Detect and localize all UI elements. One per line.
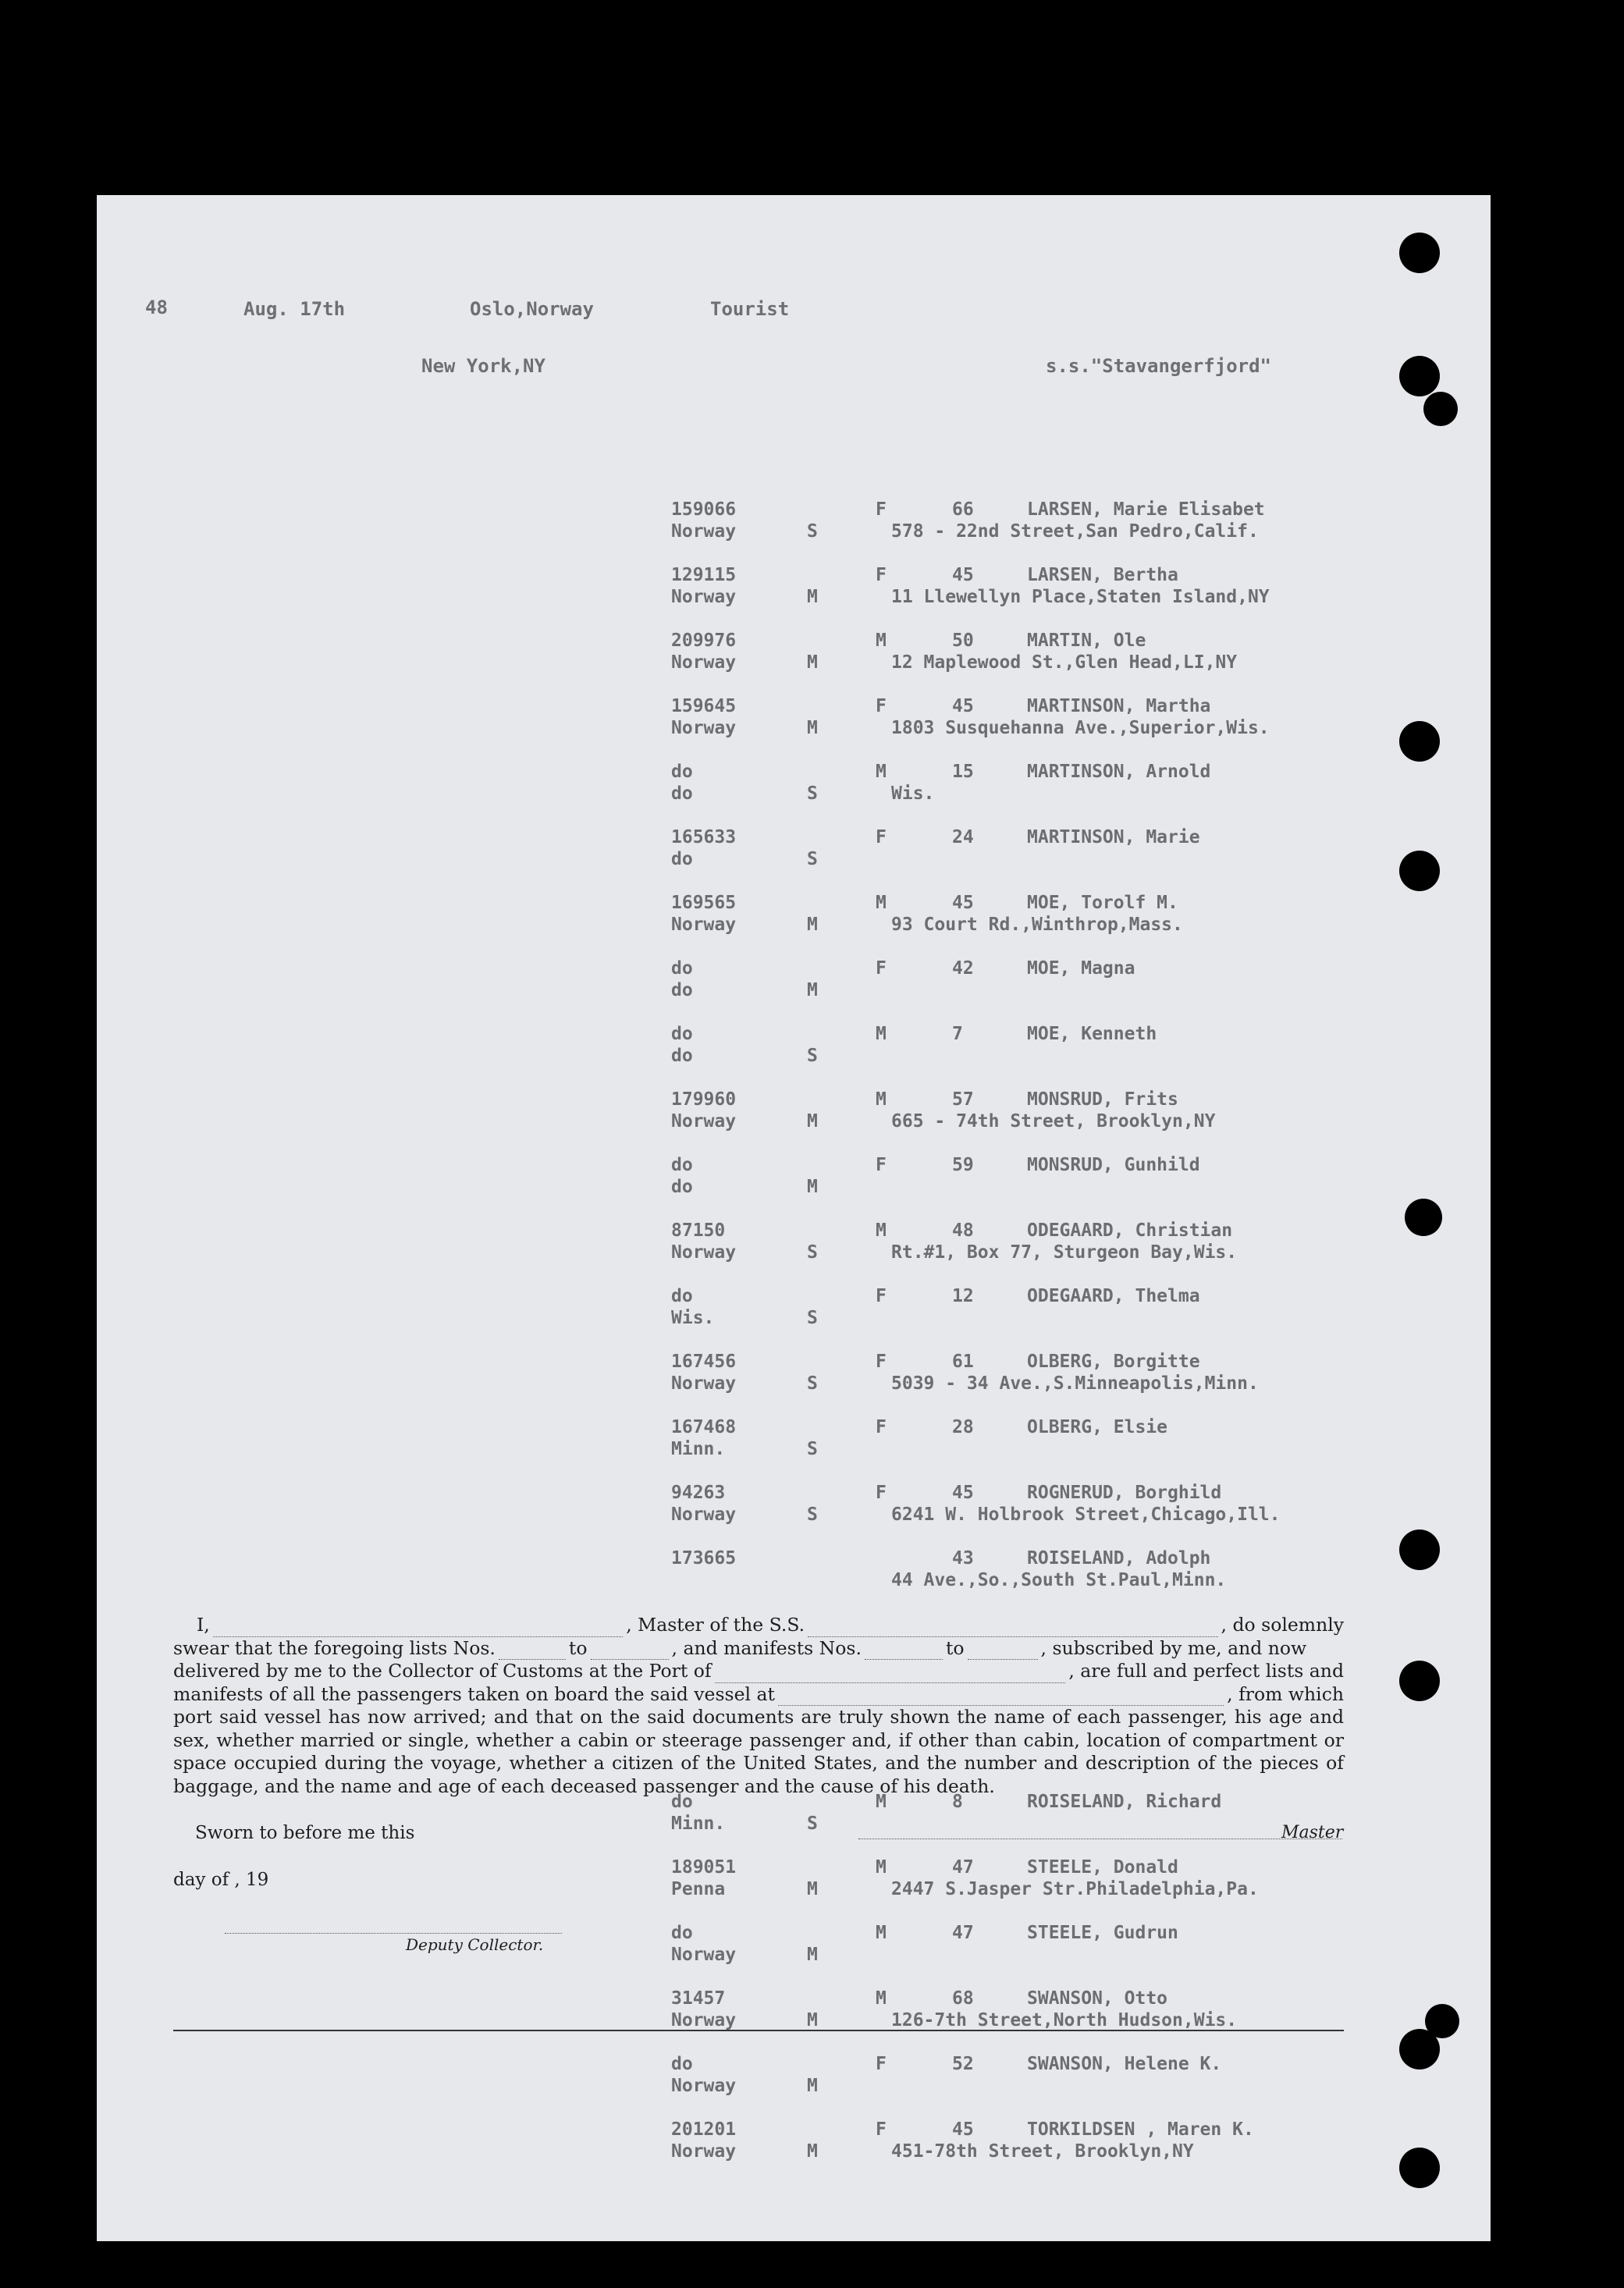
passenger-line-2 [671,1439,1264,1461]
passenger-id: 159645 [671,696,737,716]
passenger-name: MONSRUD, Gunhild [1027,1155,1200,1175]
binding-hole-7 [1399,1529,1440,1570]
passenger-age: 45 [952,2119,974,2140]
passenger-name: SWANSON, Otto [1027,1988,1168,2009]
passenger-entry [671,1857,1264,1923]
passenger-address: Wis. [891,783,935,804]
passenger-name: ODEGAARD, Thelma [1027,1286,1200,1306]
passenger-id: do [671,1923,693,1943]
voyage-date: Aug. 17th [243,298,346,320]
passenger-age: 50 [952,631,974,651]
binding-hole-10 [1425,2004,1459,2038]
passenger-id: 201201 [671,2119,737,2140]
deputy-collector-label: Deputy Collector. [406,1935,544,1954]
passenger-entry [671,762,1264,827]
passenger-name: ODEGAARD, Christian [1027,1220,1233,1241]
passenger-id: do [671,1286,693,1306]
oath-line-3 [173,1660,1344,1683]
passenger-address: 44 Ave.,So.,South St.Paul,Minn. [891,1570,1227,1590]
passenger-line-1 [671,696,1264,718]
passenger-sex: F [876,1352,887,1372]
passenger-id: 31457 [671,1988,726,2009]
passenger-id: 173665 [671,1548,737,1569]
passenger-name: MOE, Torolf M. [1027,893,1178,913]
passenger-line-2 [671,980,1264,1002]
passenger-class: Tourist [710,298,790,320]
passenger-marital: S [807,849,818,869]
passenger-line-1 [671,1024,1264,1046]
passenger-country: Penna [671,1879,726,1899]
binding-hole-3 [1423,392,1458,426]
passenger-id: 209976 [671,631,737,651]
oath-line-4 [173,1683,1344,1707]
passenger-country: Minn. [671,1439,726,1459]
passenger-age: 12 [952,1286,974,1306]
passenger-line-1 [671,1352,1264,1373]
passenger-age: 66 [952,499,974,520]
passenger-line-2 [671,1242,1264,1264]
passenger-line-2 [671,718,1270,740]
passenger-sex: M [876,762,887,782]
passenger-name: MARTINSON, Arnold [1027,762,1211,782]
passenger-entry [671,958,1264,1024]
passenger-sex: F [876,2119,887,2140]
passenger-age: 45 [952,696,974,716]
passenger-name: MARTINSON, Marie [1027,827,1200,847]
passenger-country: Norway [671,587,737,607]
passenger-entry [671,1483,1281,1548]
binding-hole-4 [1399,721,1440,762]
passenger-marital: M [807,1879,818,1899]
passenger-country: Norway [671,652,737,673]
blank-manifest-from [865,1643,943,1660]
oath-subscribed: , subscribed by me, and now [1040,1636,1307,1659]
passenger-marital: S [807,1242,818,1263]
passenger-id: 159066 [671,499,737,520]
binding-hole-8 [1399,1661,1440,1701]
passenger-marital: M [807,2141,818,2162]
passenger-marital: M [807,980,818,1000]
passenger-country: Norway [671,2141,737,2162]
passenger-age: 45 [952,565,974,585]
passenger-sex: F [876,958,887,979]
passenger-address: 1803 Susquehanna Ave.,Superior,Wis. [891,718,1270,738]
passenger-sex: F [876,1483,887,1503]
passenger-address: 665 - 74th Street, Brooklyn,NY [891,1111,1216,1132]
passenger-marital: S [807,1373,818,1394]
manifest-ref: 48 [145,297,168,318]
oath-text [173,1614,1344,1798]
passenger-name: LARSEN, Bertha [1027,565,1178,585]
passenger-name: ROISELAND, Adolph [1027,1548,1211,1569]
passenger-country: Wis. [671,1308,715,1328]
passenger-id: 129115 [671,565,737,585]
passenger-line-1 [671,1923,1264,1945]
passenger-age: 61 [952,1352,974,1372]
passenger-line-2 [671,1505,1281,1526]
passenger-id: 87150 [671,1220,726,1241]
oath-master-of: , Master of the S.S. [626,1614,805,1636]
passenger-name: MARTINSON, Martha [1027,696,1211,716]
oath-from-which: , from which [1227,1682,1344,1705]
passenger-age: 24 [952,827,974,847]
departure-port: Oslo,Norway [470,298,594,320]
passenger-age: 15 [952,762,974,782]
binding-hole-5 [1399,851,1440,891]
passenger-line-1 [671,631,1264,652]
passenger-age: 42 [952,958,974,979]
passenger-age: 45 [952,1483,974,1503]
passenger-name: TORKILDSEN , Maren K. [1027,2119,1254,2140]
passenger-entry [671,1089,1264,1155]
passenger-line-2 [671,2141,1264,2163]
passenger-marital: M [807,1111,818,1132]
passenger-age: 59 [952,1155,974,1175]
passenger-line-1 [671,1548,1264,1570]
passenger-name: MONSRUD, Frits [1027,1089,1178,1110]
passenger-id: do [671,762,693,782]
passenger-age: 43 [952,1548,974,1569]
passenger-id: do [671,1155,693,1175]
passenger-entry [671,1923,1264,1988]
passenger-entry [671,1286,1264,1352]
passenger-name: OLBERG, Borgitte [1027,1352,1200,1372]
passenger-sex: F [876,1155,887,1175]
passenger-line-1 [671,762,1264,783]
passenger-address: 5039 - 34 Ave.,S.Minneapolis,Minn. [891,1373,1259,1394]
passenger-age: 57 [952,1089,974,1110]
passenger-line-1 [671,1417,1264,1439]
passenger-marital: M [807,1177,818,1197]
passenger-entry [671,696,1270,762]
passenger-name: STEELE, Donald [1027,1857,1178,1878]
passenger-age: 47 [952,1857,974,1878]
passenger-entry [671,1548,1264,1614]
passenger-list [671,499,1281,1614]
passenger-id: 167468 [671,1417,737,1437]
passenger-country: Minn. [671,1814,726,1834]
passenger-country: do [671,783,693,804]
passenger-country: Norway [671,1945,737,1965]
passenger-age: 48 [952,1220,974,1241]
passenger-entry [671,1988,1264,2054]
passenger-address: 11 Llewellyn Place,Staten Island,NY [891,587,1270,607]
passenger-line-2 [671,587,1270,609]
passenger-line-2 [671,1373,1264,1395]
passenger-name: MOE, Kenneth [1027,1024,1157,1044]
passenger-sex: F [876,696,887,716]
oath-full-lists: , are full and perfect lists and [1068,1660,1344,1682]
blank-list-from [499,1643,566,1660]
passenger-sex: M [876,1792,887,1812]
passenger-line-2 [671,521,1264,543]
blank-master-name [213,1621,623,1637]
passenger-country: do [671,980,693,1000]
passenger-country: do [671,1046,693,1066]
passenger-sex: M [876,893,887,913]
passenger-line-1 [671,893,1264,915]
passenger-marital: M [807,1945,818,1965]
passenger-entry [671,2119,1264,2185]
passenger-line-1 [671,1857,1264,1879]
passenger-entry [671,1220,1264,1286]
passenger-line-2 [671,1046,1264,1068]
passenger-sex: M [876,1220,887,1241]
passenger-entry [671,893,1264,958]
passenger-name: LARSEN, Marie Elisabet [1027,499,1265,520]
passenger-line-2 [671,1308,1264,1330]
passenger-marital: S [807,1814,818,1834]
passenger-line-1 [671,1089,1264,1111]
passenger-sex: F [876,2054,887,2074]
binding-hole-1 [1399,233,1440,273]
passenger-line-1 [671,1220,1264,1242]
master-label: Master [1281,1823,1344,1842]
passenger-age: 8 [952,1792,963,1812]
passenger-sex: M [876,1923,887,1943]
passenger-country: Norway [671,718,737,738]
passenger-name: MOE, Magna [1027,958,1135,979]
passenger-country: Norway [671,1373,737,1394]
passenger-entry [671,499,1264,565]
passenger-address: 126-7th Street,North Hudson,Wis. [891,2010,1238,2030]
passenger-line-1 [671,499,1264,521]
passenger-marital: S [807,1439,818,1459]
passenger-marital: S [807,783,818,804]
passenger-entry [671,1792,1264,1857]
passenger-country: Norway [671,915,737,935]
passenger-country: do [671,849,693,869]
passenger-sex: F [876,565,887,585]
oath-i: I, [197,1614,210,1636]
passenger-line-2 [671,652,1264,674]
passenger-country: Norway [671,2010,737,2030]
passenger-sex: F [876,499,887,520]
passenger-age: 52 [952,2054,974,2074]
binding-hole-2 [1399,356,1440,396]
passenger-name: SWANSON, Helene K. [1027,2054,1222,2074]
day-of-line [173,1870,268,1890]
passenger-country: do [671,1177,693,1197]
passenger-line-2 [671,1879,1264,1901]
passenger-line-1 [671,565,1264,587]
passenger-marital: S [807,521,818,542]
passenger-line-1 [671,827,1264,849]
passenger-line-1 [671,958,1264,980]
day-of-label: day of [173,1870,229,1890]
passenger-age: 7 [952,1024,963,1044]
passenger-sex: F [876,1286,887,1306]
passenger-address: 451-78th Street, Brooklyn,NY [891,2141,1194,2162]
passenger-address: 2447 S.Jasper Str.Philadelphia,Pa. [891,1879,1259,1899]
passenger-country: Norway [671,521,737,542]
passenger-id: 169565 [671,893,737,913]
oath-swear: swear that the foregoing lists Nos. [173,1636,496,1659]
passenger-id: do [671,1792,693,1812]
passenger-sex: M [876,1988,887,2009]
sworn-line [195,1823,414,1843]
deputy-signature-line [225,1933,562,1934]
passenger-marital: M [807,718,818,738]
oath-delivered: delivered by me to the Collector of Customs at the Port of [173,1660,712,1682]
passenger-line-2 [671,1111,1264,1133]
passenger-marital: M [807,915,818,935]
passenger-sex: F [876,827,887,847]
passenger-marital: M [807,587,818,607]
passenger-sex: M [876,1024,887,1044]
oath-line-2 [173,1637,1344,1661]
passenger-id: 165633 [671,827,737,847]
blank-manifest-to [968,1643,1038,1660]
blank-vessel-port [778,1689,1224,1706]
passenger-line-2 [671,1570,1264,1592]
passenger-address: 93 Court Rd.,Winthrop,Mass. [891,915,1183,935]
oath-to-1: to [568,1636,588,1659]
passenger-age: 47 [952,1923,974,1943]
blank-ship-name [808,1621,1217,1637]
blank-list-to [591,1643,669,1660]
passenger-entry [671,2054,1264,2119]
passenger-marital: M [807,2076,818,2096]
oath-manifests: , and manifests Nos. [671,1636,862,1659]
arrival-port: New York,NY [421,355,545,377]
passenger-line-1 [671,1286,1264,1308]
passenger-country: Norway [671,2076,737,2096]
blank-port [715,1667,1066,1683]
passenger-address: 578 - 22nd Street,San Pedro,Calif. [891,521,1259,542]
passenger-marital: M [807,652,818,673]
oath-paragraph-rest: port said vessel has now arrived; and that on the said documents are truly shown the name of each passenger, his age and sex, whether married or single, whether a cabin or steerage passenger and, if other than cabin, location of compartment or space occupied during the voyage, whether a citizen of the United States, and the number and description of the pieces of baggage, and the name and age of each deceased passenger and the cause of his death. [173,1706,1344,1797]
passenger-name: ROGNERUD, Borghild [1027,1483,1222,1503]
passenger-entry [671,565,1270,631]
binding-hole-6 [1405,1199,1442,1236]
passenger-id: do [671,1024,693,1044]
passenger-id: do [671,2054,693,2074]
passenger-line-2 [671,1814,1264,1835]
passenger-entry [671,1155,1264,1220]
sworn-label: Sworn to before me this [195,1823,415,1843]
passenger-sex: F [876,1417,887,1437]
passenger-id: do [671,958,693,979]
passenger-line-1 [671,2119,1264,2141]
passenger-entry [671,1024,1264,1089]
passenger-line-2 [671,915,1264,936]
passenger-id: 94263 [671,1483,726,1503]
oath-solemnly: , do solemnly [1221,1614,1344,1636]
passenger-sex: M [876,1089,887,1110]
passenger-entry [671,631,1264,696]
passenger-line-1 [671,1988,1264,2010]
passenger-list-continued [671,1792,1264,2185]
passenger-sex: M [876,1857,887,1878]
passenger-country: Norway [671,1111,737,1132]
passenger-age: 45 [952,893,974,913]
passenger-line-2 [671,2076,1264,2098]
passenger-id: 189051 [671,1857,737,1878]
passenger-age: 68 [952,1988,974,2009]
passenger-line-2 [671,2010,1264,2032]
passenger-address: 6241 W. Holbrook Street,Chicago,Ill. [891,1505,1281,1525]
oath-line-1 [173,1614,1344,1637]
passenger-entry [671,827,1264,893]
passenger-address: Rt.#1, Box 77, Sturgeon Bay,Wis. [891,1242,1238,1263]
oath-to-2: to [945,1636,965,1659]
passenger-age: 28 [952,1417,974,1437]
passenger-name: MARTIN, Ole [1027,631,1146,651]
passenger-line-2 [671,849,1264,871]
passenger-marital: S [807,1308,818,1328]
passenger-marital: S [807,1046,818,1066]
passenger-id: 167456 [671,1352,737,1372]
passenger-name: ROISELAND, Richard [1027,1792,1222,1812]
passenger-name: OLBERG, Elsie [1027,1417,1168,1437]
bottom-rule [173,2030,1344,2031]
passenger-address: 12 Maplewood St.,Glen Head,LI,NY [891,652,1238,673]
passenger-line-2 [671,783,1264,805]
passenger-entry [671,1417,1264,1483]
passenger-id: 179960 [671,1089,737,1110]
passenger-sex: M [876,631,887,651]
ship-name: s.s."Stavangerfjord" [1046,355,1271,377]
passenger-name: STEELE, Gudrun [1027,1923,1178,1943]
passenger-line-1 [671,2054,1264,2076]
passenger-entry [671,1352,1264,1417]
passenger-country: Norway [671,1505,737,1525]
passenger-line-2 [671,1177,1264,1199]
oath-manifests-of: manifests of all the passengers taken on board the said vessel at [173,1682,775,1705]
passenger-marital: S [807,1505,818,1525]
passenger-country: Norway [671,1242,737,1263]
year-label: , 19 [234,1870,269,1890]
binding-hole-11 [1399,2148,1440,2188]
passenger-line-2 [671,1945,1264,1966]
passenger-marital: M [807,2010,818,2030]
passenger-line-1 [671,1483,1264,1505]
passenger-line-1 [671,1155,1264,1177]
